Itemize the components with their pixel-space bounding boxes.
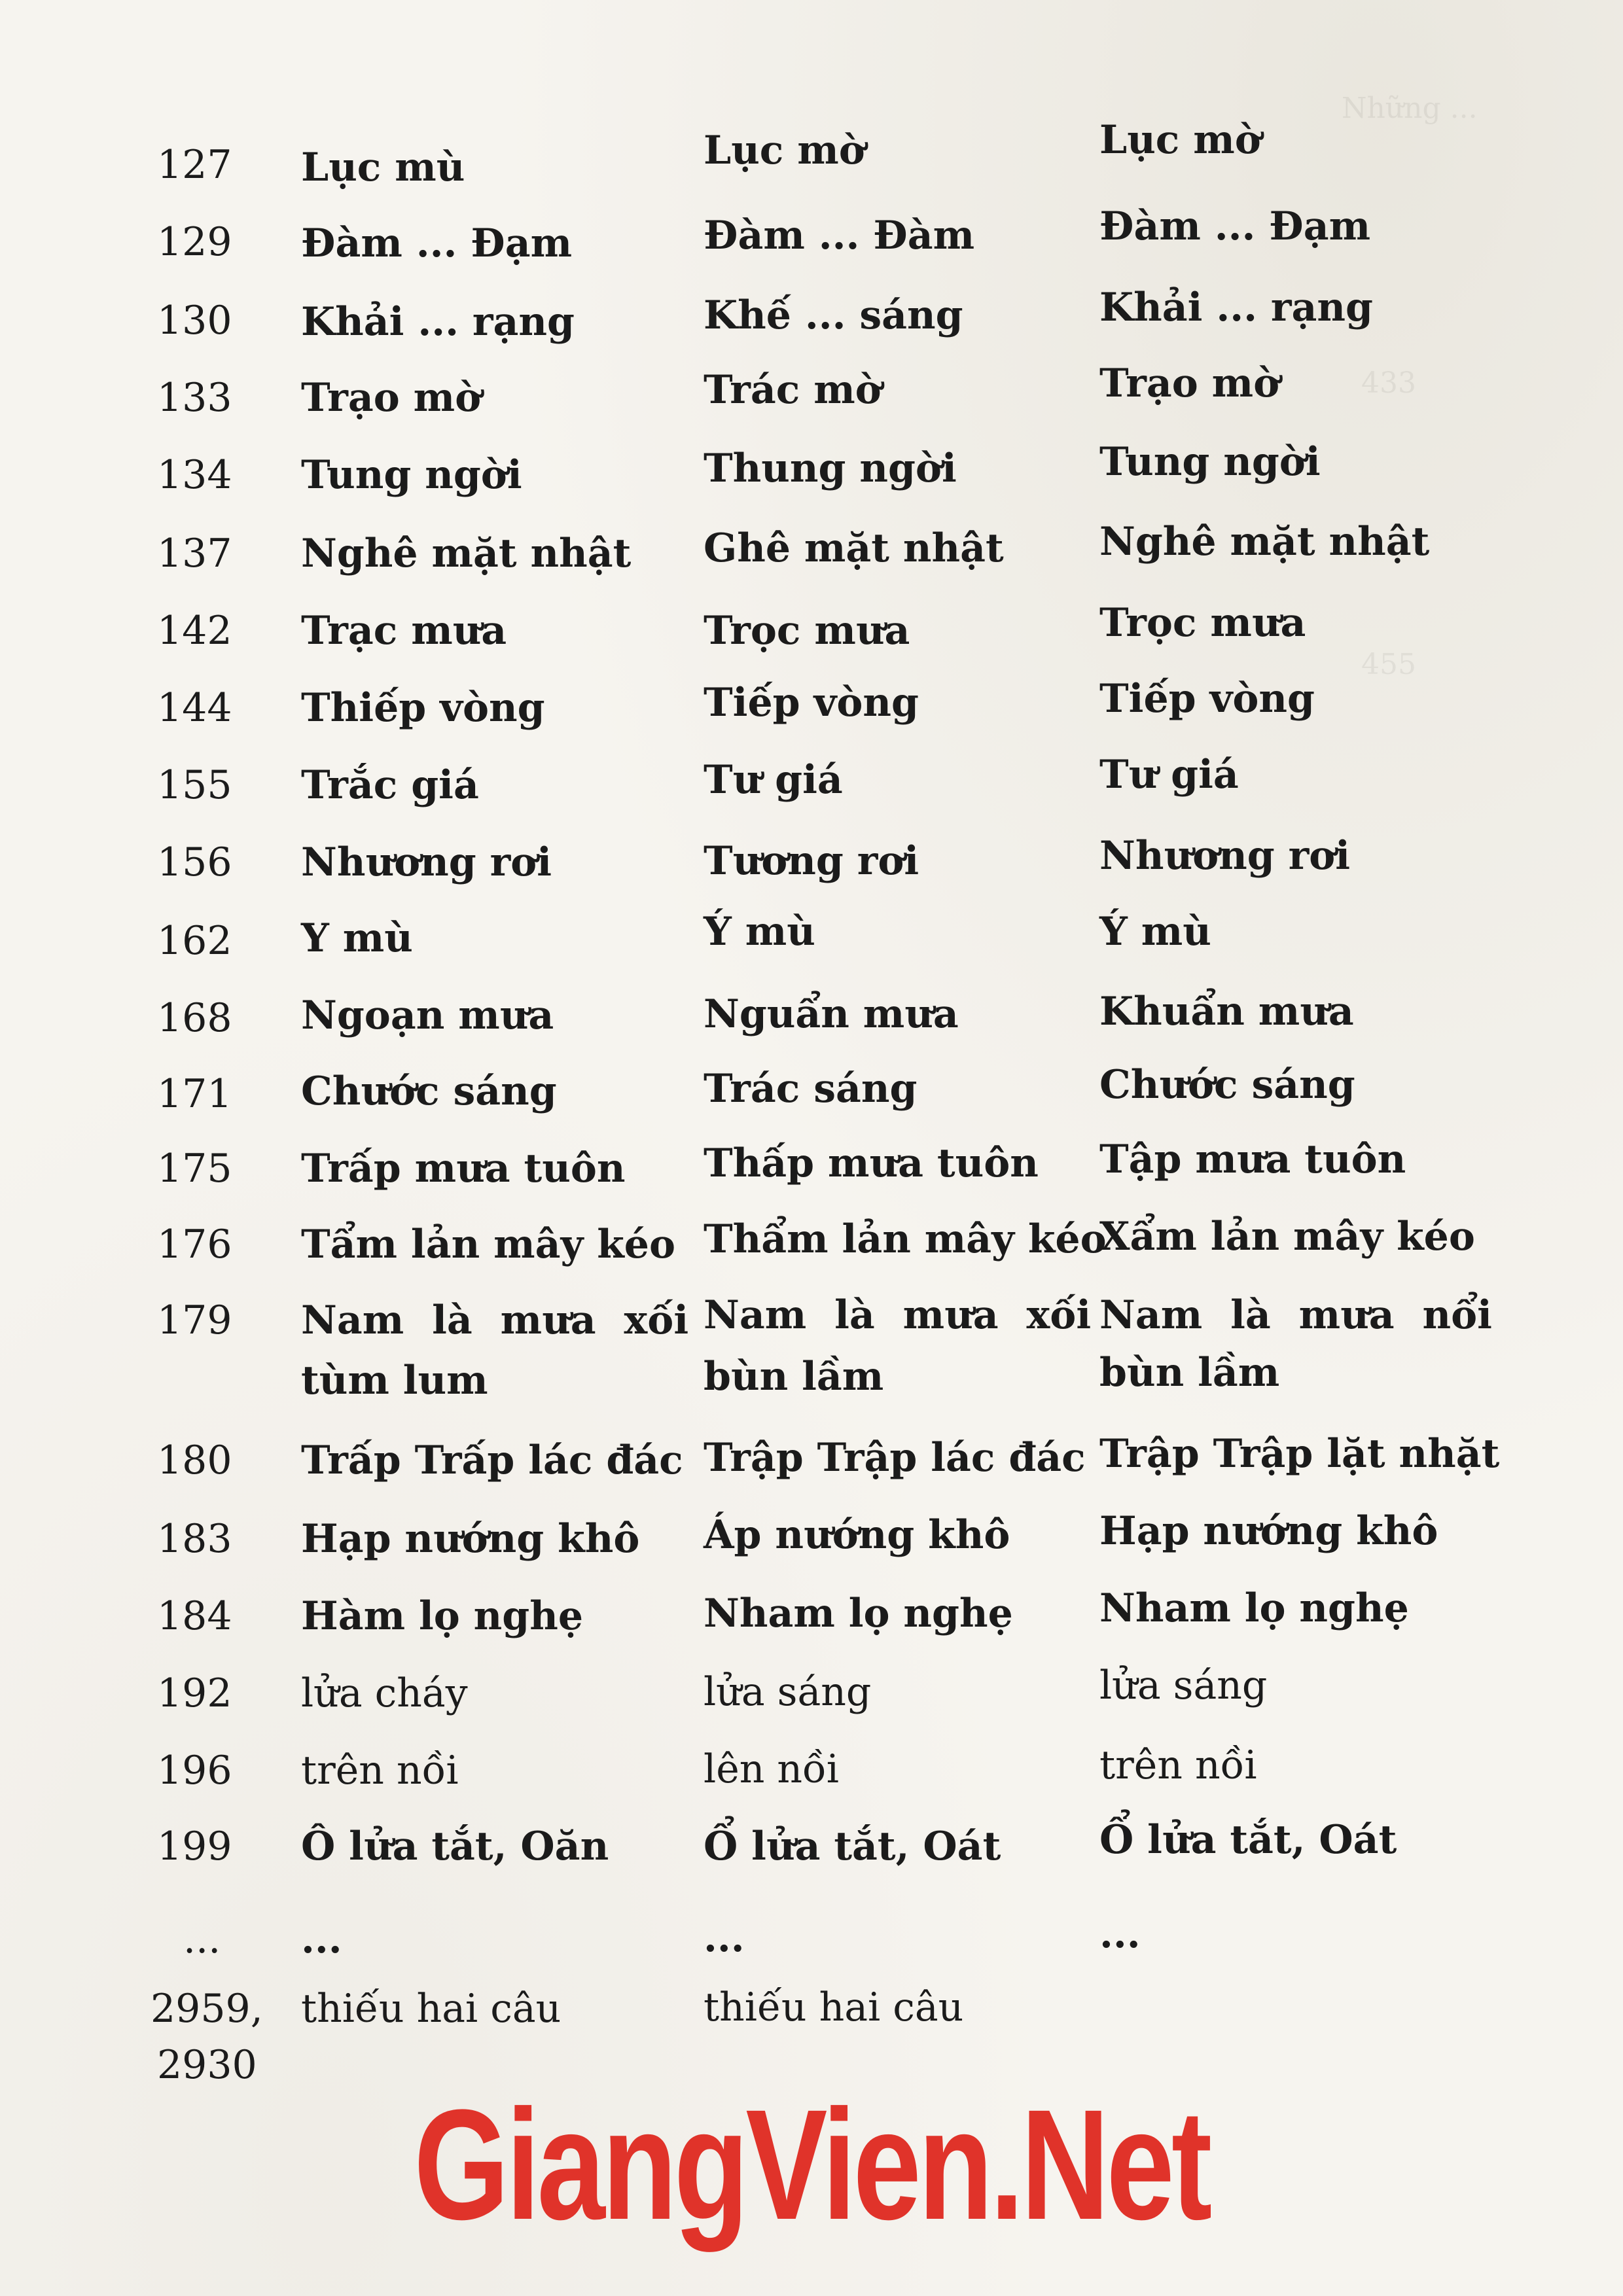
line-number: 127 bbox=[157, 142, 232, 188]
variant-c: lửa sáng bbox=[1099, 1663, 1268, 1708]
line-number-continuation: 2930 bbox=[157, 2042, 257, 2088]
watermark-logo: GiangVien.Net bbox=[414, 2077, 1209, 2252]
variant-b-continuation: bùn lầm bbox=[704, 1354, 884, 1400]
line-number: 156 bbox=[157, 839, 232, 885]
line-number: 183 bbox=[157, 1516, 232, 1562]
variant-b: thiếu hai câu bbox=[704, 1985, 964, 2030]
line-number: 133 bbox=[157, 375, 232, 421]
line-number: ... bbox=[183, 1916, 221, 1962]
variant-a: Thiếp vòng bbox=[301, 685, 545, 731]
variant-b: Trọc mưa bbox=[704, 608, 910, 654]
variant-b: Áp nướng khô bbox=[704, 1512, 1010, 1558]
variant-c: Tiếp vòng bbox=[1099, 676, 1315, 722]
variant-a: Nam là mưa xối bbox=[301, 1298, 689, 1343]
variant-a: Lục mù bbox=[301, 145, 465, 190]
variant-a: Hàm lọ nghẹ bbox=[301, 1593, 584, 1639]
variant-c: Xẩm lản mây kéo bbox=[1099, 1214, 1475, 1260]
variant-c: Nghê mặt nhật bbox=[1099, 519, 1430, 565]
line-number: 144 bbox=[157, 685, 232, 731]
line-number: 130 bbox=[157, 298, 232, 344]
variant-a: Chước sáng bbox=[301, 1069, 557, 1114]
variant-b: Đàm ... Đàm bbox=[704, 213, 975, 258]
variant-c: Chước sáng bbox=[1099, 1062, 1355, 1108]
line-number: 176 bbox=[157, 1222, 232, 1267]
variant-c-continuation: bùn lầm bbox=[1099, 1350, 1280, 1396]
variant-c: Tập mưa tuôn bbox=[1099, 1137, 1406, 1182]
variant-b: lửa sáng bbox=[704, 1669, 872, 1715]
variant-a: Đàm ... Đạm bbox=[301, 221, 573, 266]
variant-b: Nham lọ nghẹ bbox=[704, 1591, 1013, 1636]
variant-b: Tư giá bbox=[704, 757, 843, 803]
variant-c: Ý mù bbox=[1099, 909, 1211, 955]
variant-b: Ổ lửa tắt, Oát bbox=[704, 1824, 1001, 1869]
variant-b: Tương rơi bbox=[704, 838, 919, 884]
variant-b: lên nồi bbox=[704, 1746, 839, 1792]
variant-a: Ô lửa tắt, Oăn bbox=[301, 1824, 609, 1869]
variant-b: Trác mờ bbox=[704, 367, 882, 413]
variant-c: Khải ... rạng bbox=[1099, 285, 1373, 330]
variant-b: Nguẩn mưa bbox=[704, 991, 959, 1037]
line-number: 199 bbox=[157, 1824, 232, 1869]
variant-b: Ý mù bbox=[704, 909, 815, 955]
line-number: 192 bbox=[157, 1670, 232, 1716]
variant-a: Trấp mưa tuôn bbox=[301, 1146, 626, 1192]
line-number: 196 bbox=[157, 1748, 232, 1793]
variant-b: Khế ... sáng bbox=[704, 292, 963, 338]
line-number: 168 bbox=[157, 995, 232, 1041]
variant-a: Tung ngời bbox=[301, 452, 522, 498]
variant-a: lửa cháy bbox=[301, 1670, 468, 1716]
variant-b: Trác sáng bbox=[704, 1066, 918, 1112]
variant-a: Y mù bbox=[301, 915, 413, 961]
variant-b: Lục mờ bbox=[704, 128, 865, 173]
variant-c: Tung ngời bbox=[1099, 439, 1321, 485]
variant-c: Hạp nướng khô bbox=[1099, 1508, 1438, 1554]
variant-c: Trọc mưa bbox=[1099, 600, 1306, 646]
variant-b: Thung ngời bbox=[704, 446, 957, 491]
variant-a: Nghê mặt nhật bbox=[301, 531, 632, 576]
line-number: 2959, bbox=[151, 1986, 263, 2032]
variant-b: Ghê mặt nhật bbox=[704, 525, 1004, 571]
variant-c: Trập Trập lặt nhặt bbox=[1099, 1431, 1500, 1477]
line-number: 137 bbox=[157, 531, 232, 576]
line-number: 155 bbox=[157, 762, 232, 808]
variant-b: Nam là mưa xối bbox=[704, 1292, 1092, 1338]
variant-c: Nam là mưa nổi bbox=[1099, 1292, 1492, 1338]
line-number: 180 bbox=[157, 1438, 232, 1483]
variant-a: Hạp nướng khô bbox=[301, 1516, 640, 1562]
line-number: 171 bbox=[157, 1071, 232, 1117]
line-number: 184 bbox=[157, 1593, 232, 1639]
variant-c: Đàm ... Đạm bbox=[1099, 203, 1371, 249]
variant-b: ... bbox=[704, 1915, 745, 1961]
variant-c: Trạo mờ bbox=[1099, 361, 1280, 406]
variant-a: Nhương rơi bbox=[301, 839, 552, 885]
variant-b: Trập Trập lác đác bbox=[704, 1435, 1086, 1481]
variant-c: Tư giá bbox=[1099, 752, 1239, 798]
variant-a: Trắc giá bbox=[301, 762, 479, 808]
variant-c: Nhương rơi bbox=[1099, 833, 1350, 879]
variant-a: Trấp Trấp lác đác bbox=[301, 1438, 683, 1483]
variant-c: ... bbox=[1099, 1911, 1141, 1957]
line-number: 162 bbox=[157, 918, 232, 964]
variant-a: Tẩm lản mây kéo bbox=[301, 1222, 675, 1267]
line-number: 179 bbox=[157, 1298, 232, 1343]
line-number: 129 bbox=[157, 219, 232, 265]
variant-c: trên nồi bbox=[1099, 1742, 1257, 1788]
variant-b: Thấp mưa tuôn bbox=[704, 1140, 1039, 1186]
variant-a: Khải ... rạng bbox=[301, 299, 575, 345]
line-number: 175 bbox=[157, 1146, 232, 1192]
variant-a: Ngoạn mưa bbox=[301, 993, 554, 1038]
variant-a: ... bbox=[301, 1916, 342, 1962]
line-number: 142 bbox=[157, 608, 232, 654]
page: Những ... 433 455 127 Lục mù Lục mờ Lục mờ 129 Đàm ... Đạm Đàm ... Đàm Đàm ... Đạm 130 Khải ... rạng Khế ... sáng Khải ... rạng 133 Trạo mờ Trác mờ Trạo mờ 134 Tung ngời Thung ngời Tung ngời 137 Nghê mặt nhật Ghê mặt nhật Nghê mặt nhật 142 Trạc mưa Trọc mưa Trọc mưa 144 Thiếp vòng Tiếp vòng Tiếp vòng 155 Trắc giá Tư giá Tư giá 156 Nhương rơi Tương rơi Nhương rơi 162 Y mù Ý mù Ý mù 168 Ngoạn mưa Nguẩn mưa Khuẩn mưa 171 Chước sáng Trác sáng Chước sáng 175 Trấp mưa tuôn Thấp mưa tuôn Tập mưa tuôn 176 Tẩm lản mây kéo Thẩm lản mây kéo Xẩm lản mây kéo 179 Nam là mưa xối tùm lum Nam là mưa xối bùn lầm Nam là mưa nổi bùn lầm 180 Trấp Trấp lác đác Trập Trập lác đác Trập Trập lặt nhặt 183 Hạp nướng khô Áp nướng khô Hạp nướng khô 184 Hàm lọ nghẹ Nham lọ nghẹ Nham lọ nghẹ 192 lửa cháy lửa sáng lửa sáng 196 trên nồi lên nồi trên nồi 199 Ô lửa tắt, Oăn Ổ lửa tắt, Oát Ổ lửa tắt, Oát ... ... ... ... 2959, 2930 thiếu hai câu thiếu hai câu GiangVien.Net bbox=[0, 0, 1623, 2296]
variant-a: Trạc mưa bbox=[301, 608, 507, 654]
variant-c: Khuẩn mưa bbox=[1099, 989, 1354, 1034]
variant-a: trên nồi bbox=[301, 1748, 459, 1793]
variant-a: Trạo mờ bbox=[301, 375, 482, 421]
variant-c: Lục mờ bbox=[1099, 117, 1261, 163]
variant-b: Tiếp vòng bbox=[704, 680, 919, 726]
variant-c: Nham lọ nghẹ bbox=[1099, 1585, 1409, 1631]
line-number: 134 bbox=[157, 452, 232, 498]
variant-a: thiếu hai câu bbox=[301, 1986, 562, 2032]
variant-b: Thẩm lản mây kéo bbox=[704, 1216, 1107, 1262]
variant-a-continuation: tùm lum bbox=[301, 1358, 488, 1404]
variant-c: Ổ lửa tắt, Oát bbox=[1099, 1817, 1397, 1863]
